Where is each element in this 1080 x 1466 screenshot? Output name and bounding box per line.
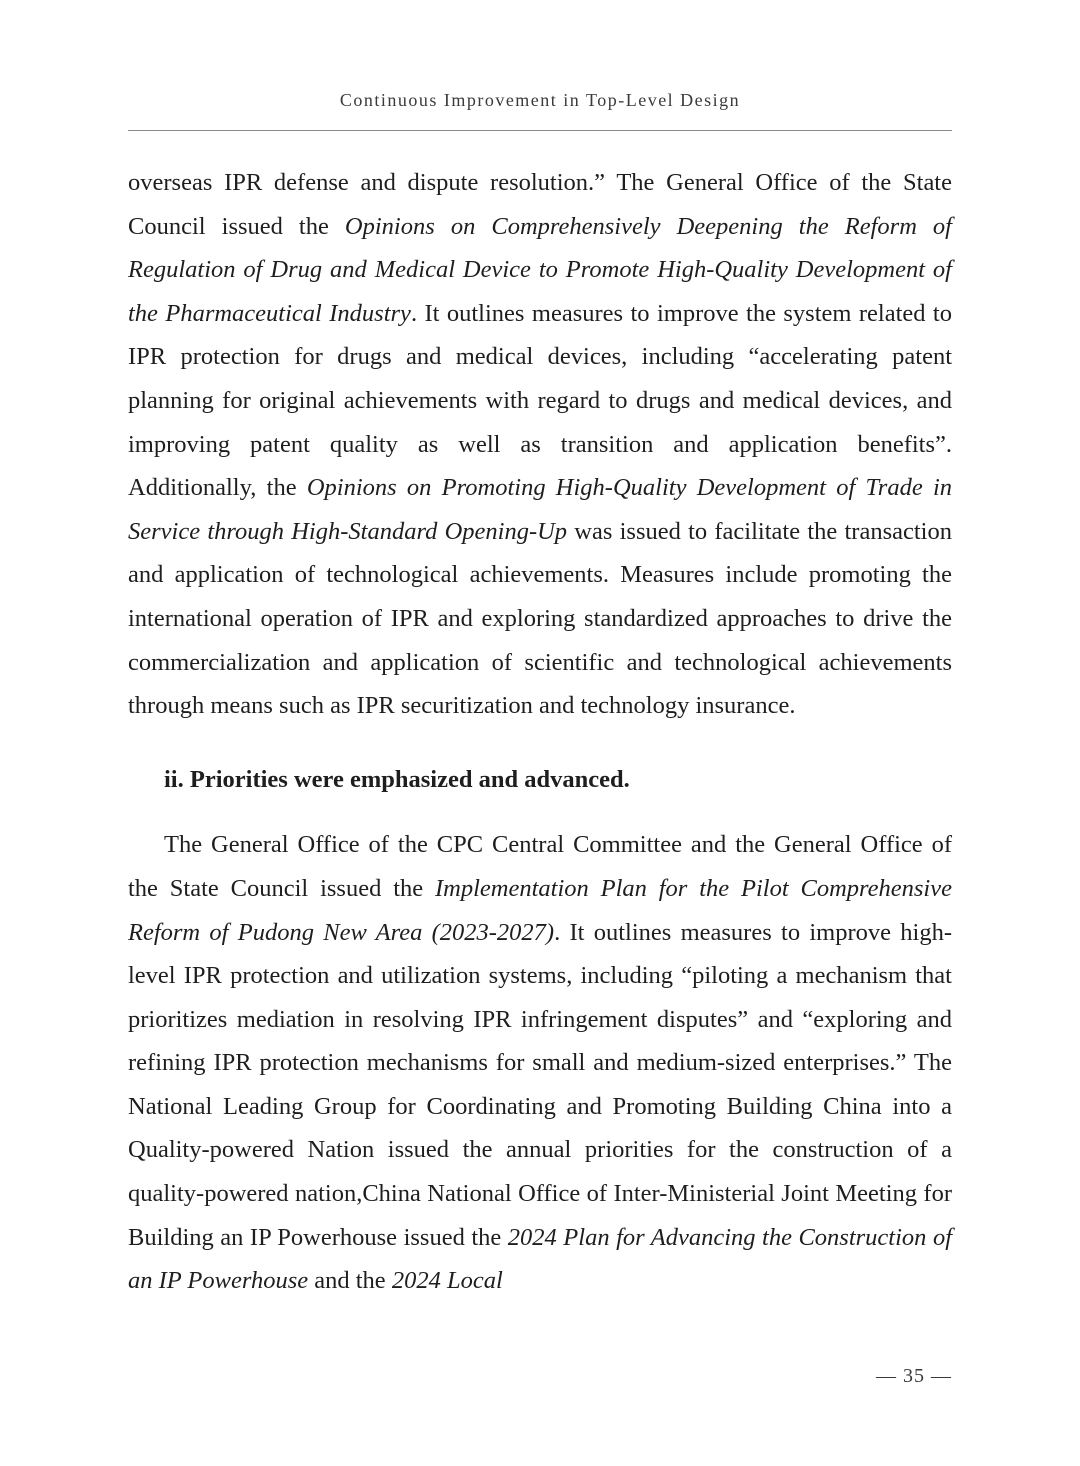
- body-paragraph-1: [128, 161, 952, 728]
- header-divider: [128, 130, 952, 131]
- page-number: — 35 —: [876, 1365, 952, 1387]
- paragraph-2-document-title-1: Implementation Plan for the Pilot Comprehensive Reform of Pudong New Area (2023-2027): [128, 874, 952, 946]
- paragraph-2-text-2: . It outlines measures to improve high-level IPR protection and utilization systems, including “piloting a mechanism that prioritizes mediation in resolving IPR infringement disputes” and “exploring and refining IPR protection mechanisms for small and medium-sized enterprises.” The National Leading Group for Coordinating and Promoting Building China into a Quality-powered Nation issued the annual priorities for the construction of a quality-powered nation,China National Office of Inter-Ministerial Joint Meeting for Building an IP Powerhouse issued the: [128, 918, 953, 1251]
- paragraph-1-document-title-2: Opinions on Promoting High-Quality Development of Trade in Service through High-Standard Opening-Up: [128, 474, 952, 545]
- paragraph-1-text-2: . It outlines measures to improve the system related to IPR protection for drugs and medical devices, including “accelerating patent planning for original achievements with regard to drugs and medical devices, and improving patent quality as well as transition and application benefits”. Additionally, the: [128, 299, 952, 502]
- paragraph-2-text-1: The General Office of the CPC Central Committee and the General Office of the State Council issued the: [128, 831, 952, 902]
- paragraph-1-document-title-1: Opinions on Comprehensively Deepening the Reform of Regulation of Drug and Medical Device to Promote High-Quality Development of the Pharmaceutical Industry: [128, 212, 952, 327]
- paragraph-1-text-1: overseas IPR defense and dispute resolution.” The General Office of the State Council issued the: [128, 169, 952, 240]
- paragraph-1-text-3: was issued to facilitate the transaction and application of technological achievements. Measures include promoting the international operation of IPR and exploring standardized approaches to drive the commercialization and application of scientific and technological achievements through means such as IPR securitization and technology insurance.: [128, 517, 952, 720]
- page-body: [128, 161, 952, 1303]
- paragraph-2-document-title-3: 2024 Local: [391, 1267, 503, 1295]
- section-heading: ii. Priorities were emphasized and advanced.: [164, 765, 630, 793]
- body-paragraph-2: [128, 823, 952, 1303]
- paragraph-2-document-title-2: 2024 Plan for Advancing the Construction of an IP Powerhouse: [128, 1223, 952, 1295]
- running-header: Continuous Improvement in Top-Level Design: [339, 90, 741, 110]
- paragraph-2-text-3: and the: [308, 1267, 392, 1295]
